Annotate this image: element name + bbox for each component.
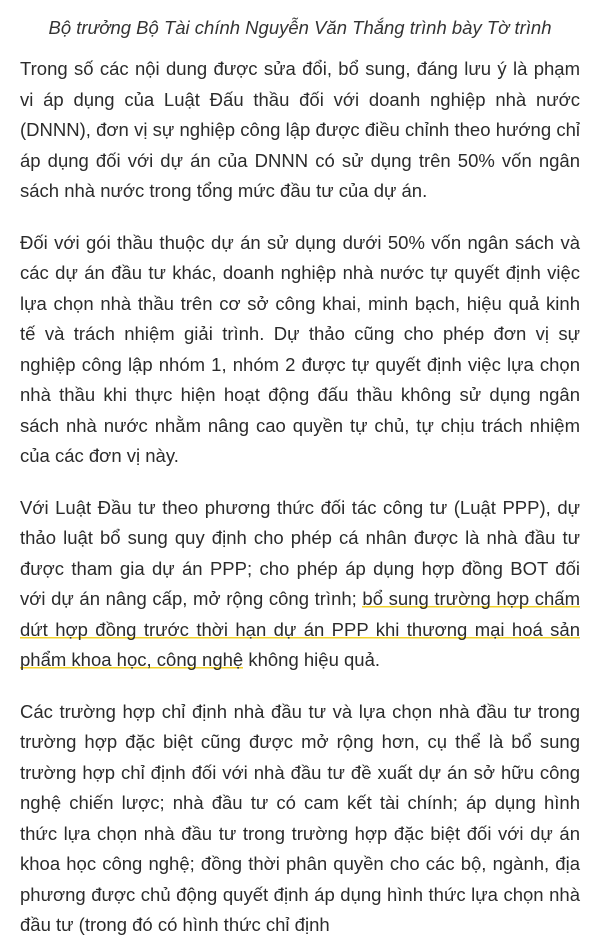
paragraph-ppp-text-after: không hiệu quả. bbox=[243, 649, 381, 670]
photo-caption: Bộ trưởng Bộ Tài chính Nguyễn Văn Thắng trình bày Tờ trình bbox=[48, 17, 552, 38]
paragraph-scope: Trong số các nội dung được sửa đổi, bổ sung, đáng lưu ý là phạm vi áp dụng của Luật Đấu thầu đối với doanh nghiệp nhà nước (DNNN), đơn vị sự nghiệp công lập được điều chỉnh theo hướng chỉ áp dụng đối với dự án của DNNN có sử dụng trên 50% vốn ngân sách nhà nước trong tổng mức đầu tư của dự án. bbox=[20, 58, 580, 201]
paragraph-ppp-law bbox=[20, 493, 580, 676]
paragraph-investor-designation: Các trường hợp chỉ định nhà đầu tư và lựa chọn nhà đầu tư trong trường hợp đặc biệt cũng được mở rộng hơn, cụ thể là bổ sung trường hợp chỉ định đối với nhà đầu tư đề xuất dự án sở hữu công nghệ chiến lược; nhà đầu tư có cam kết tài chính; áp dụng hình thức lựa chọn nhà đầu tư trong trường hợp đặc biệt đối với dự án khoa học công nghệ; đồng thời phân quyền cho các bộ, ngành, địa phương được chủ động quyết định áp dụng hình thức lựa chọn nhà đầu tư (trong đó có hình thức chỉ định bbox=[20, 700, 580, 935]
paragraph-under-50-percent: Đối với gói thầu thuộc dự án sử dụng dưới 50% vốn ngân sách và các dự án đầu tư khác, doanh nghiệp nhà nước tự quyết định việc lựa chọn nhà thầu trên cơ sở công khai, minh bạch, hiệu quả kinh tế và trách nhiệm giải trình. Dự thảo cũng cho phép đơn vị sự nghiệp công lập nhóm 1, nhóm 2 được tự quyết định việc lựa chọn nhà thầu khi thực hiện hoạt động đấu thầu không sử dụng ngân sách nhà nước nhằm nâng cao quyền tự chủ, tự chịu trách nhiệm của các đơn vị này. bbox=[20, 231, 580, 466]
paragraph-ppp-text-before: Với Luật Đầu tư theo phương thức đối tác công tư (Luật PPP), dự thảo luật bổ sung quy định cho phép cá nhân được là nhà đầu tư được tham gia dự án PPP; cho phép áp dụng hợp đồng BOT đối với dự án nâng cấp, mở rộng công trình; bbox=[20, 496, 580, 609]
highlighted-sentence: bổ sung trường hợp chấm dứt hợp đồng trước thời hạn dự án PPP khi thương mại hoá sản phẩm khoa học, công nghệ bbox=[20, 588, 580, 670]
